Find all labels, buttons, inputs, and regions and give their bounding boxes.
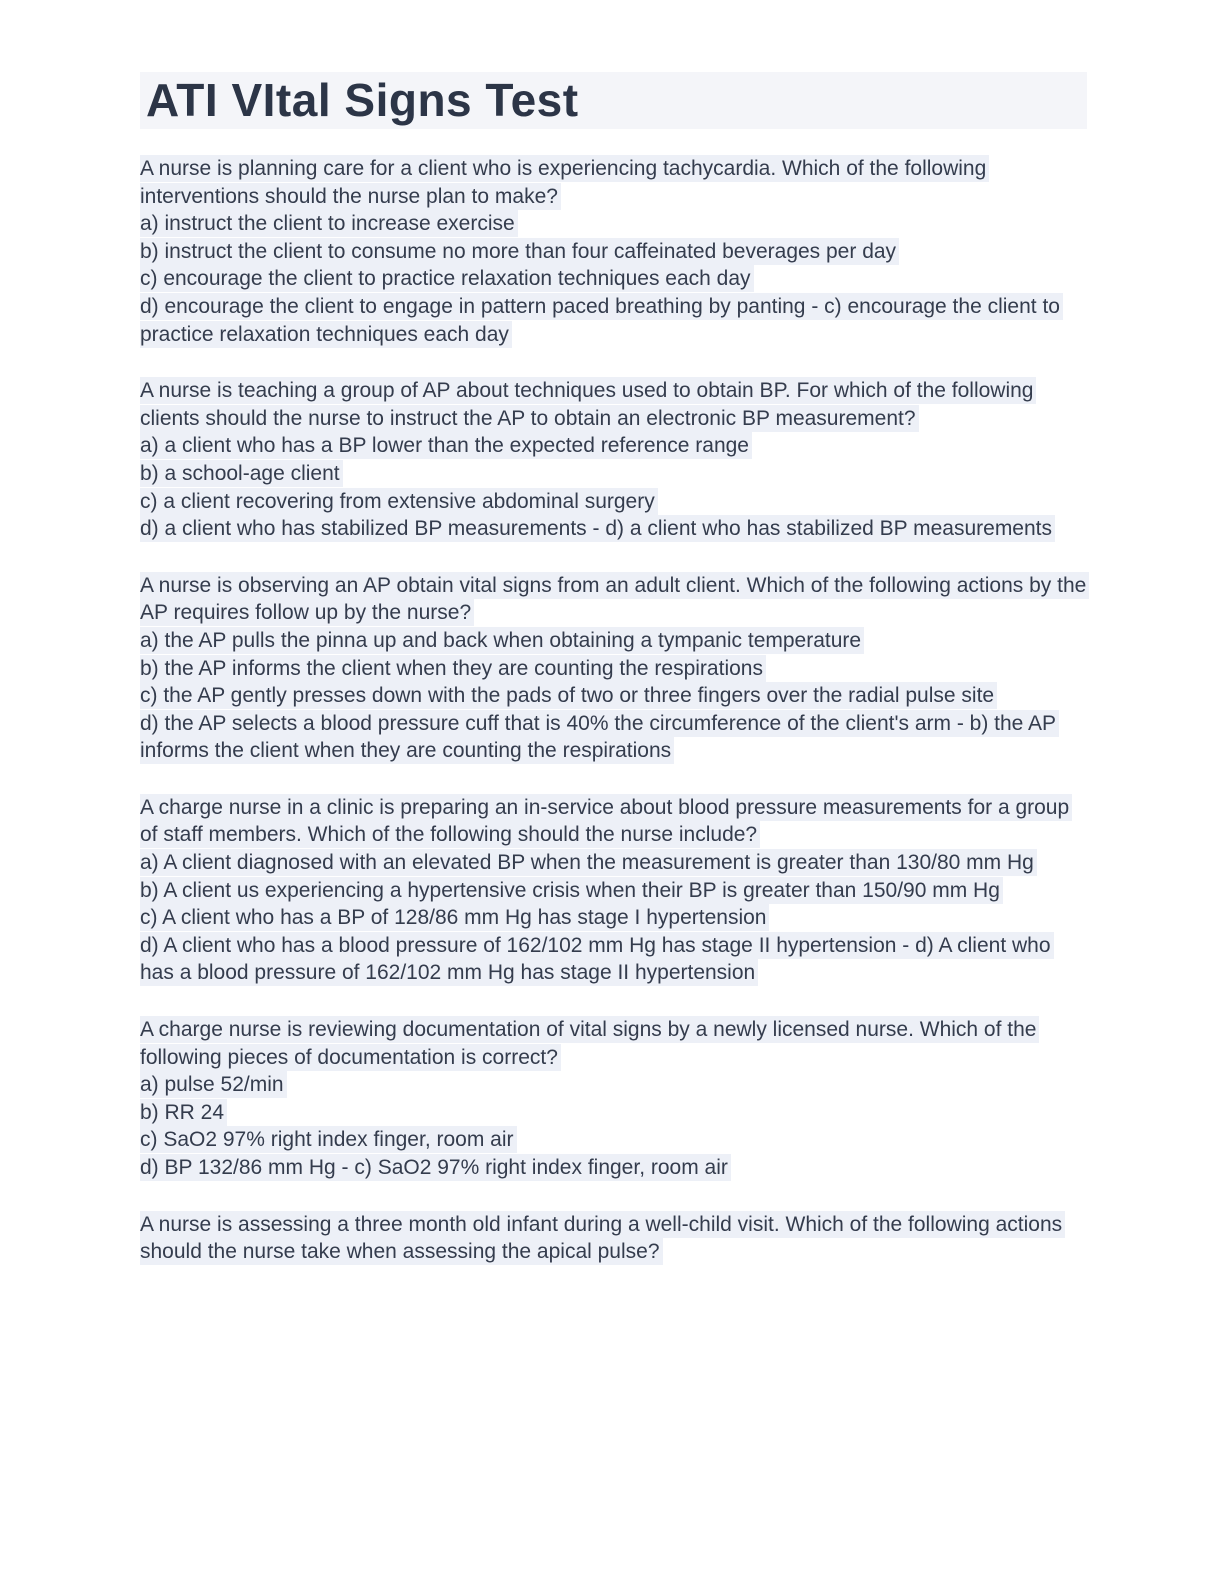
answer-option: b) A client us experiencing a hypertensive crisis when their BP is greater than 150/90 mm Hg	[140, 877, 1003, 904]
question-block	[140, 572, 1087, 765]
answer-option: b) instruct the client to consume no more than four caffeinated beverages per day	[140, 238, 899, 265]
answer-option: a) a client who has a BP lower than the expected reference range	[140, 432, 752, 459]
answer-option: d) a client who has stabilized BP measurements - d) a client who has stabilized BP measurements	[140, 515, 1055, 542]
answer-option: d) encourage the client to engage in pattern paced breathing by panting - c) encourage the client to practice relaxation techniques each day	[140, 293, 1063, 348]
question-block	[140, 377, 1087, 543]
answer-option: a) the AP pulls the pinna up and back when obtaining a tympanic temperature	[140, 627, 864, 654]
answer-option: b) RR 24	[140, 1099, 227, 1126]
answer-option: c) encourage the client to practice relaxation techniques each day	[140, 265, 754, 292]
question-stem: A charge nurse in a clinic is preparing an in-service about blood pressure measurements for a group of staff members. Which of the following should the nurse include?	[140, 794, 1072, 849]
answer-option: c) A client who has a BP of 128/86 mm Hg has stage I hypertension	[140, 904, 769, 931]
answer-option: c) SaO2 97% right index finger, room air	[140, 1126, 517, 1153]
document-title: ATI VItal Signs Test	[140, 72, 1087, 129]
answer-option: a) A client diagnosed with an elevated BP when the measurement is greater than 130/80 mm Hg	[140, 849, 1037, 876]
answer-option: d) BP 132/86 mm Hg - c) SaO2 97% right index finger, room air	[140, 1154, 731, 1181]
question-stem: A nurse is teaching a group of AP about techniques used to obtain BP. For which of the following clients should the nurse to instruct the AP to obtain an electronic BP measurement?	[140, 377, 1036, 432]
question-block	[140, 1016, 1087, 1182]
answer-option: c) a client recovering from extensive abdominal surgery	[140, 488, 658, 515]
question-stem: A charge nurse is reviewing documentation of vital signs by a newly licensed nurse. Which of the following pieces of documentation is correct?	[140, 1016, 1039, 1071]
answer-option: c) the AP gently presses down with the pads of two or three fingers over the radial pulse site	[140, 682, 997, 709]
questions-container	[140, 155, 1087, 1266]
question-stem: A nurse is assessing a three month old infant during a well-child visit. Which of the following actions should the nurse take when assessing the apical pulse?	[140, 1211, 1065, 1266]
question-block	[140, 155, 1087, 348]
question-block	[140, 1211, 1087, 1266]
answer-option: a) instruct the client to increase exercise	[140, 210, 518, 237]
answer-option: a) pulse 52/min	[140, 1071, 287, 1098]
answer-option: d) the AP selects a blood pressure cuff that is 40% the circumference of the client's arm - b) the AP informs the client when they are counting the respirations	[140, 710, 1059, 765]
answer-option: b) a school-age client	[140, 460, 343, 487]
question-stem: A nurse is observing an AP obtain vital signs from an adult client. Which of the following actions by the AP requires follow up by the nurse?	[140, 572, 1089, 627]
answer-option: d) A client who has a blood pressure of 162/102 mm Hg has stage II hypertension - d) A client who has a blood pressure of 162/102 mm Hg has stage II hypertension	[140, 932, 1054, 987]
answer-option: b) the AP informs the client when they are counting the respirations	[140, 655, 766, 682]
question-block	[140, 794, 1087, 987]
question-stem: A nurse is planning care for a client who is experiencing tachycardia. Which of the following interventions should the nurse plan to make?	[140, 155, 989, 210]
